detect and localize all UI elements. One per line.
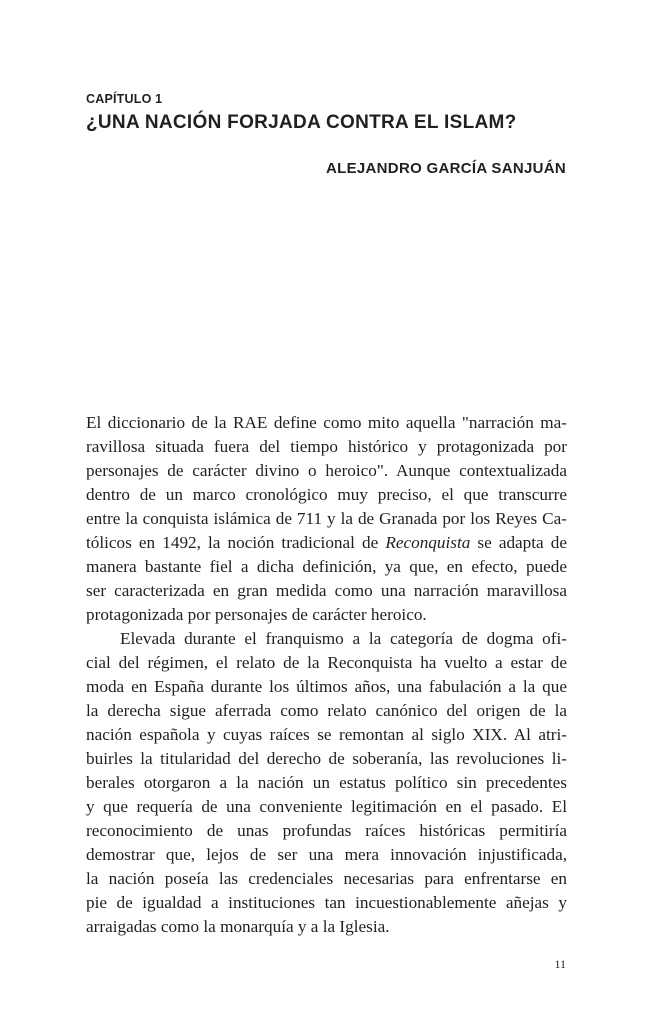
author-name: ALEJANDRO GARCÍA SANJUÁN — [326, 160, 566, 177]
text-line: manera bastante fiel a dicha definición, ya que, en efecto, puede — [86, 557, 567, 576]
text-line: pie de igualdad a instituciones tan incuestionablemente añejas y — [86, 893, 567, 912]
text-line: la derecha sigue aferrada como relato canónico del origen de la — [86, 701, 567, 720]
text-line: arraigadas como la monarquía y a la Iglesia. — [86, 917, 390, 936]
text-line: moda en España durante los últimos años, una fabulación a la que — [86, 677, 567, 696]
italic-term-reconquista: Reconquista — [385, 533, 471, 552]
text-line: Elevada durante el franquismo a la categoría de dogma ofi- — [120, 629, 567, 648]
paragraph-2 — [86, 627, 567, 939]
text-line: reconocimiento de unas profundas raíces históricas permitiría — [86, 821, 567, 840]
chapter-title: ¿UNA NACIÓN FORJADA CONTRA EL ISLAM? — [86, 112, 517, 133]
paragraph-1 — [86, 411, 567, 627]
text-line: personajes de carácter divino o heroico". Aunque contextualizada — [86, 461, 567, 480]
body-text — [86, 411, 567, 939]
page-number: 11 — [554, 957, 566, 971]
text-line: buirles la titularidad del derecho de soberanía, las revoluciones li- — [86, 749, 567, 768]
text-line: demostrar que, lejos de ser una mera innovación injustificada, — [86, 845, 567, 864]
text-line: El diccionario de la RAE define como mito aquella "narración ma- — [86, 413, 567, 432]
text-line: protagonizada por personajes de carácter heroico. — [86, 605, 427, 624]
text-fragment: se adapta de — [470, 533, 568, 552]
text-line: cial del régimen, el relato de la Reconquista ha vuelto a estar de — [86, 653, 567, 672]
text-line: entre la conquista islámica de 711 y la de Granada por los Reyes Ca- — [86, 509, 567, 528]
chapter-label: CAPÍTULO 1 — [86, 92, 163, 106]
text-line: nación española y cuyas raíces se remontan al siglo XIX. Al atri- — [86, 725, 567, 744]
text-line: la nación poseía las credenciales necesarias para enfrentarse en — [86, 869, 567, 888]
text-line: y que requería de una conveniente legitimación en el pasado. El — [86, 797, 567, 816]
text-line: dentro de un marco cronológico muy preciso, el que transcurre — [86, 485, 567, 504]
text-line — [86, 531, 567, 555]
text-line: ravillosa situada fuera del tiempo histórico y protagonizada por — [86, 437, 567, 456]
text-line: berales otorgaron a la nación un estatus político sin precedentes — [86, 773, 567, 792]
text-line: ser caracterizada en gran medida como una narración maravillosa — [86, 581, 567, 600]
text-fragment: tólicos en 1492, la noción tradicional de — [86, 533, 386, 552]
